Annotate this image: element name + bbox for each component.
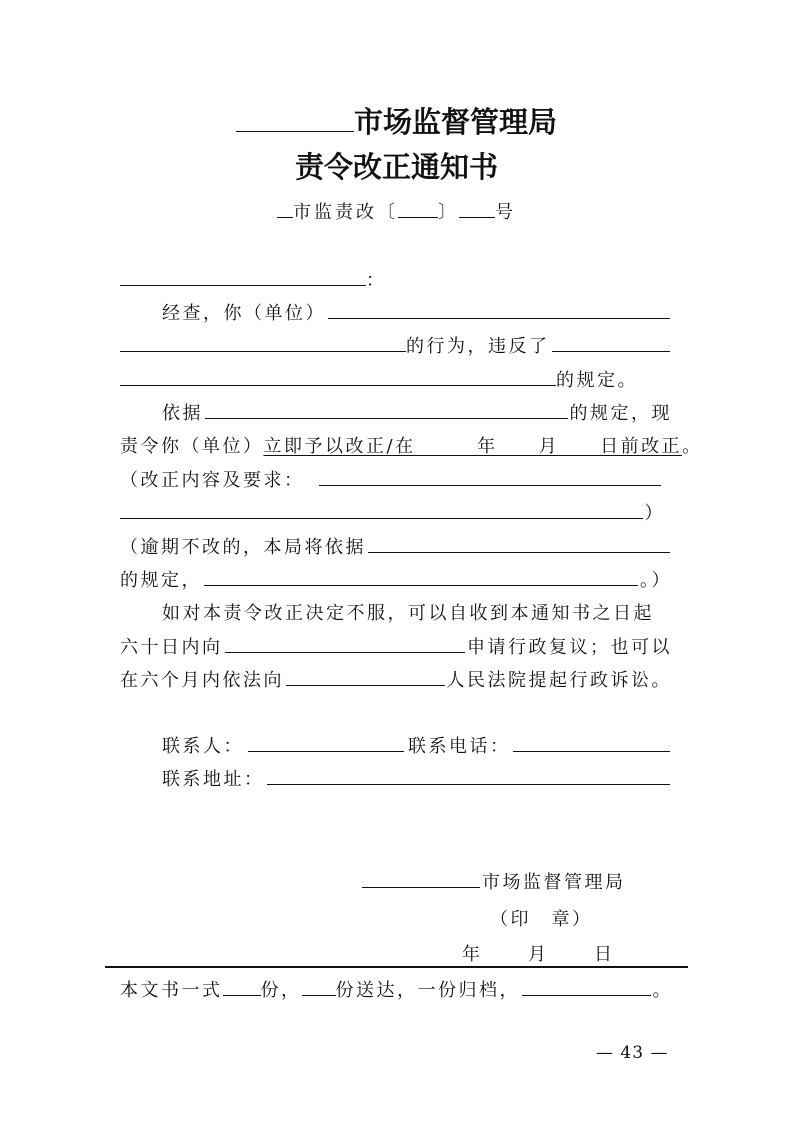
body-line — [120, 499, 665, 525]
signature-date: 年 月 日 — [462, 944, 616, 965]
blank — [120, 384, 556, 386]
footer-line — [120, 976, 673, 1002]
body-line — [120, 533, 672, 559]
text: （改正内容及要求： — [120, 470, 305, 491]
num-text: 市监责改〔 — [293, 202, 398, 223]
blank — [319, 484, 662, 486]
body-line — [120, 599, 672, 625]
body-line — [120, 432, 703, 458]
body-line — [120, 366, 672, 392]
text: 如对本责令改正决定不服，可以自收到本通知书之日起 — [162, 603, 654, 624]
blank — [552, 350, 671, 352]
contact-phone-label: 联系电话： — [408, 736, 511, 757]
blank — [328, 317, 670, 319]
num-text: 〕 — [438, 202, 459, 223]
text: （逾期不改的，本局将依据 — [120, 537, 366, 558]
text: 的规定， — [120, 570, 202, 591]
blank — [522, 994, 651, 996]
title-agency — [0, 100, 793, 141]
blank — [286, 684, 445, 686]
text: 的规定。 — [556, 370, 638, 391]
text: 依据 — [162, 403, 203, 424]
blank — [120, 284, 366, 286]
document-number — [0, 198, 793, 224]
blank — [120, 517, 643, 519]
divider — [105, 966, 688, 968]
text: 。 — [682, 436, 703, 457]
text: 申请行政复议；也可以 — [467, 637, 672, 658]
text: 在六个月内依法向 — [120, 670, 284, 691]
text: 的规定，现 — [569, 403, 672, 424]
body-line — [120, 299, 672, 325]
title-document: 责令改正通知书 — [294, 150, 498, 184]
contact-line — [120, 732, 672, 758]
addressee-line — [120, 266, 672, 292]
agency-blank — [236, 130, 354, 132]
contact-person-blank — [248, 750, 404, 752]
signature-org — [362, 868, 626, 894]
text: 本文书一式 — [120, 980, 223, 1001]
body-line — [120, 399, 672, 425]
text: 人民法院提起行政诉讼。 — [446, 670, 672, 691]
title-suffix: 市场监督管理局 — [353, 105, 557, 139]
blank — [459, 216, 495, 218]
blank — [368, 551, 670, 553]
text: ） — [644, 503, 665, 524]
blank — [398, 216, 438, 218]
blank — [205, 417, 568, 419]
text: 。） — [640, 570, 672, 591]
seal: （印 章） — [490, 909, 593, 930]
body-line — [120, 332, 672, 358]
blank — [204, 584, 638, 586]
blank — [225, 651, 466, 653]
blank — [277, 216, 293, 218]
body-line — [120, 566, 672, 592]
text: 份， — [260, 980, 302, 1001]
blank — [362, 886, 480, 888]
text: 六十日内向 — [120, 637, 223, 658]
body-line — [120, 466, 663, 492]
text: 份送达，一份归档， — [335, 980, 520, 1001]
underlined-text: 立即予以改正/在 年 月 日前改正 — [263, 436, 683, 457]
text: 经查，你（单位） — [162, 303, 326, 324]
contact-person-label: 联系人： — [162, 736, 244, 757]
text: 市场监督管理局 — [482, 872, 626, 893]
contact-phone-blank — [513, 750, 671, 752]
text: 。 — [652, 980, 673, 1001]
blank — [302, 994, 336, 996]
text: 的行为，违反了 — [406, 336, 550, 357]
contact-address-label: 联系地址： — [162, 769, 265, 790]
text: 责令你（单位） — [120, 436, 264, 457]
blank — [120, 350, 406, 352]
contact-line — [120, 765, 672, 791]
num-text: 号 — [495, 202, 516, 223]
body-line — [120, 666, 672, 692]
blank — [223, 994, 261, 996]
text: ： — [366, 270, 387, 291]
body-line — [120, 633, 672, 659]
contact-address-blank — [267, 783, 671, 785]
page-number: — 43 — — [596, 1043, 669, 1063]
